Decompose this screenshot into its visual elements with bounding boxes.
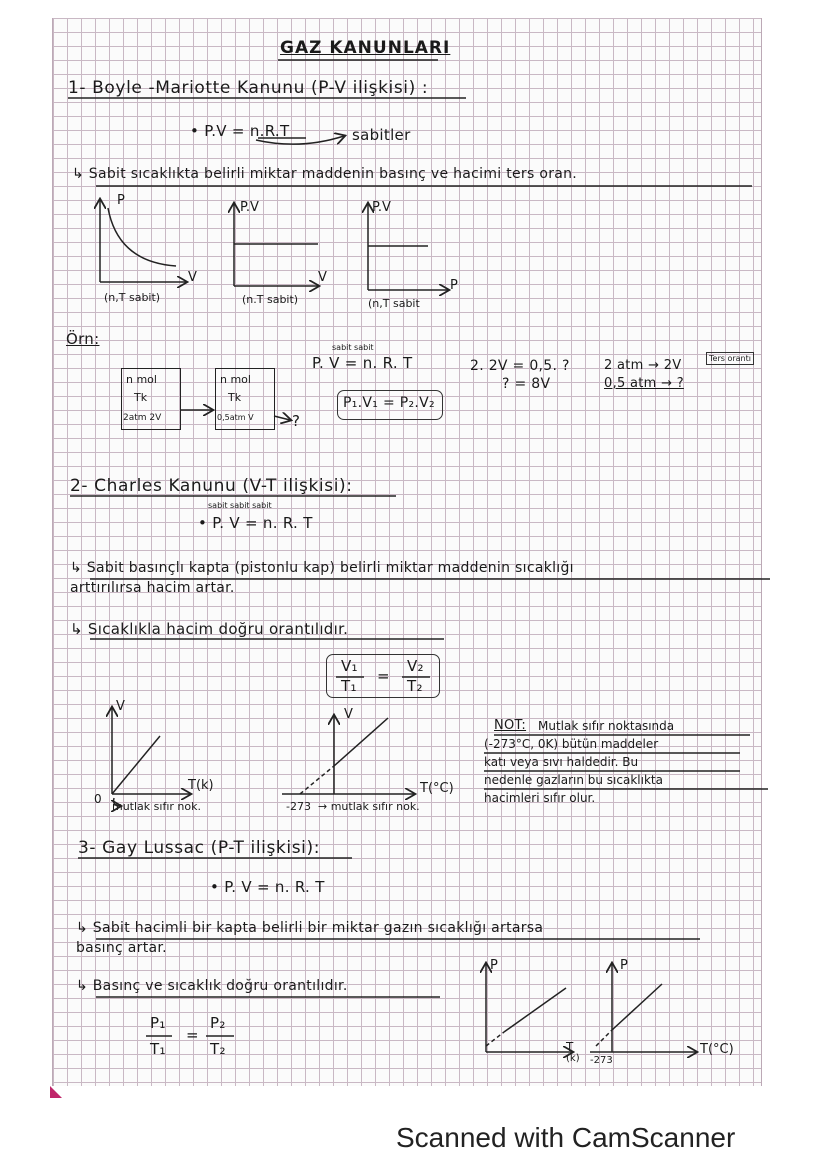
calc-line-2: ? = 8V [502, 376, 551, 392]
s3-graph2 [590, 964, 696, 1052]
example-boxed-formula: P₁.V₁ = P₂.V₂ [343, 395, 435, 411]
box2-line3: 0,5atm V [217, 413, 254, 422]
s1g3-caption: (n,T sabit [368, 297, 420, 310]
s2g1-caption-arrow [114, 798, 120, 806]
s1g1-x-label: V [188, 270, 197, 285]
section1-heading: 1- Boyle -Mariotte Kanunu (P-V ilişkisi) : [68, 78, 429, 98]
s3g2-intercept: -273 [590, 1055, 613, 1066]
section3-formula: • P. V = n. R. T [210, 878, 325, 896]
s1g1-y-label: P [117, 193, 125, 208]
s2-graph2 [282, 716, 414, 794]
section3-desc2: basınç artar. [76, 940, 167, 956]
s3-frac-n2: P₂ [210, 1014, 226, 1032]
s2-frac-d1: T₁ [341, 677, 357, 695]
s1g2-caption: (n.T sabit) [242, 293, 299, 306]
example-label: Örn: [66, 330, 100, 348]
s1-formula-arrow [256, 136, 344, 144]
s2g2-line [334, 718, 388, 766]
box1-line1: n mol [126, 373, 157, 386]
s2g1-x-label: T(k) [188, 778, 214, 793]
section1-desc: ↳ Sabit sıcaklıkta belirli miktar maddenin basınç ve hacimi ters oran. [72, 166, 578, 182]
box1-line2: Tk [134, 391, 148, 404]
note-line-3: katı veya sıvı haldedir. Bu [484, 755, 639, 769]
s2-frac-n2: V₂ [407, 657, 424, 675]
s3g2-extrapolation [596, 1030, 612, 1046]
s3g1-x-unit: (k) [566, 1053, 580, 1064]
box1-line3: 2atm 2V [123, 413, 162, 423]
s2g2-y-label: V [344, 707, 353, 722]
section2-marks: sabit sabit sabit [208, 501, 272, 510]
s3-frac-n1: P₁ [150, 1014, 166, 1032]
section3-desc3: ↳ Basınç ve sıcaklık doğru orantılıdır. [76, 978, 348, 994]
section2-formula: • P. V = n. R. T [198, 514, 313, 532]
s3-frac-equals: = [186, 1026, 199, 1044]
example-box2-question: ? [292, 412, 301, 430]
section2-desc2: arttırılırsa hacim artar. [70, 580, 235, 596]
section1-formula-note: sabitler [352, 126, 411, 144]
example-formula-marks: sabit sabit [332, 343, 374, 352]
section2-heading: 2- Charles Kanunu (V-T ilişkisi): [70, 476, 353, 496]
s3g2-x-label: T(°C) [700, 1042, 734, 1057]
s3g1-y-label: P [490, 958, 498, 973]
page-corner-mark [50, 1086, 62, 1098]
s2g1-y-label: V [116, 699, 125, 714]
section3-desc1: ↳ Sabit hacimli bir kapta belirli bir miktar gazın sıcaklığı artarsa [76, 920, 544, 936]
section2-desc1: ↳ Sabit basınçlı kapta (pistonlu kap) belirli miktar maddenin sıcaklığı [70, 560, 574, 576]
s1g1-curve [108, 208, 176, 266]
s1-graph2 [234, 204, 318, 286]
s3-frac-d2: T₂ [210, 1040, 226, 1058]
s2-graph1 [112, 708, 190, 806]
s3-graph1 [486, 964, 572, 1052]
s3g2-y-label: P [620, 958, 628, 973]
note-line-4: nedenle gazların bu sıcaklıkta [484, 773, 663, 787]
s3-frac-d1: T₁ [150, 1040, 166, 1058]
s1g3-x-label: P [450, 278, 458, 293]
s1g2-x-label: V [318, 270, 327, 285]
s1-graph1 [100, 200, 186, 282]
note-line-5: hacimleri sıfır olur. [484, 791, 596, 805]
s3g1-line [504, 988, 566, 1032]
s2g2-caption: → mutlak sıfır nok. [318, 800, 420, 813]
s3g2-line [612, 984, 662, 1030]
s2g2-x-label: T(°C) [420, 781, 454, 796]
s1g3-y-label: P.V [372, 200, 391, 215]
calc-line-1: 2. 2V = 0,5. ? [470, 358, 570, 374]
s3g1-extrapolation [486, 1032, 504, 1046]
section3-heading: 3- Gay Lussac (P-T ilişkisi): [78, 838, 321, 858]
ters-label: Ters orantı [706, 352, 754, 365]
s1-graph3 [368, 204, 448, 290]
camscanner-watermark: Scanned with CamScanner [396, 1122, 736, 1153]
s2g2-intercept: -273 [286, 800, 311, 813]
s2-frac-n1: V₁ [341, 657, 358, 675]
s1g2-y-label: P.V [240, 200, 259, 215]
s2g1-caption: mutlak sıfır nok. [112, 800, 201, 813]
section1-formula: • P.V = n.R.T [190, 122, 290, 140]
s2-frac-equals: = [377, 667, 390, 685]
note-label: NOT: [494, 718, 527, 733]
s2-frac-d2: T₂ [407, 677, 423, 695]
example-formula: P. V = n. R. T [312, 354, 413, 372]
s2g1-origin: 0 [94, 792, 102, 806]
note-line-2: (-273°C, 0K) bütün maddeler [484, 737, 659, 751]
page-title: GAZ KANUNLARI [280, 38, 451, 58]
s1g1-caption: (n,T sabit) [104, 291, 161, 304]
s2g2-extrapolation [300, 766, 334, 794]
s3g1-x-label: T [566, 1040, 574, 1054]
note-line-1: Mutlak sıfır noktasında [538, 719, 675, 733]
section2-desc3: ↳ Sıcaklıkla hacim doğru orantılıdır. [70, 620, 349, 638]
box2-line2: Tk [228, 391, 242, 404]
s2g1-line [112, 736, 160, 794]
calc-line-4: 0,5 atm → ? [604, 376, 684, 391]
example-question-arrow [274, 416, 290, 420]
calc-line-3: 2 atm → 2V [604, 358, 682, 373]
box2-line1: n mol [220, 373, 251, 386]
